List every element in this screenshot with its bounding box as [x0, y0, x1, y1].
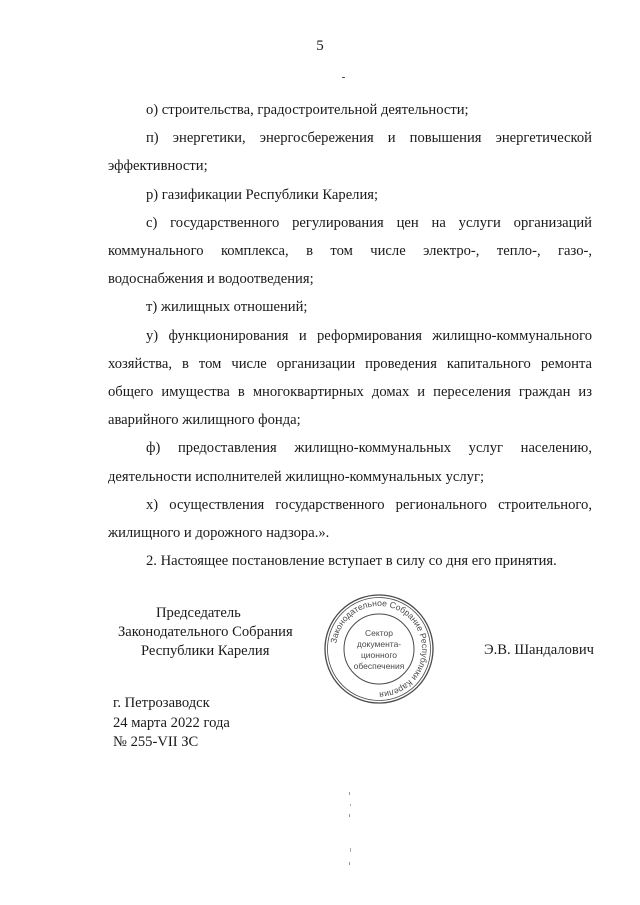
paragraph-o: о) строительства, градостроительной деятельности; [146, 102, 469, 118]
signer-title [108, 604, 293, 661]
date: 24 марта 2022 года [113, 714, 230, 731]
scan-mark [342, 77, 345, 78]
signer-title-line: Председатель [156, 605, 241, 621]
official-seal [322, 592, 436, 706]
place-date-block [113, 694, 230, 753]
seal-center-line: ционного [360, 650, 398, 660]
seal-center-line: документа- [356, 639, 402, 649]
paragraph-s: с) государственного регулирования цен на услуги организаций коммунального комплекса, в том числе электро-, тепло-, газо-, водоснабжения и водоотведения; [108, 214, 592, 288]
paragraph-r: р) газификации Республики Карелия; [146, 186, 379, 203]
paragraph-kh: х) осуществления государственного регионального строительного, жилищного и дорожного надзора.». [108, 496, 592, 542]
scan-specks [345, 790, 355, 870]
paragraph-u: у) функционирования и реформирования жилищно-коммунального хозяйства, в том числе организации проведения капитального ремонта общего имущества в многоквартирных домах и переселения граждан из аварийного жилищного фонда; [108, 327, 592, 429]
signer-title-line: Республики Карелия [141, 643, 270, 659]
city: г. Петрозаводск [113, 695, 210, 711]
signer-name: Э.В. Шандалович [484, 642, 594, 658]
signer-title-line: Законодательного Собрания [118, 624, 293, 640]
seal-center-line: Сектор [365, 628, 393, 638]
seal-center-line: обеспечения [353, 661, 405, 671]
paragraph-effective-date: 2. Настоящее постановление вступает в силу со дня его принятия. [146, 553, 557, 570]
page-number: 5 [316, 38, 324, 54]
document-body [108, 96, 592, 575]
seal-ring-text: Законодательное Собрание Республики Карелия [328, 597, 431, 701]
document-number: № 255-VII ЗС [113, 734, 199, 750]
paragraph-f: ф) предоставления жилищно-коммунальных услуг населению, деятельности исполнителей жилищно-коммунальных услуг; [108, 440, 592, 485]
paragraph-p: п) энергетики, энергосбережения и повышения энергетической эффективности; [108, 130, 592, 175]
paragraph-t: т) жилищных отношений; [146, 299, 308, 316]
